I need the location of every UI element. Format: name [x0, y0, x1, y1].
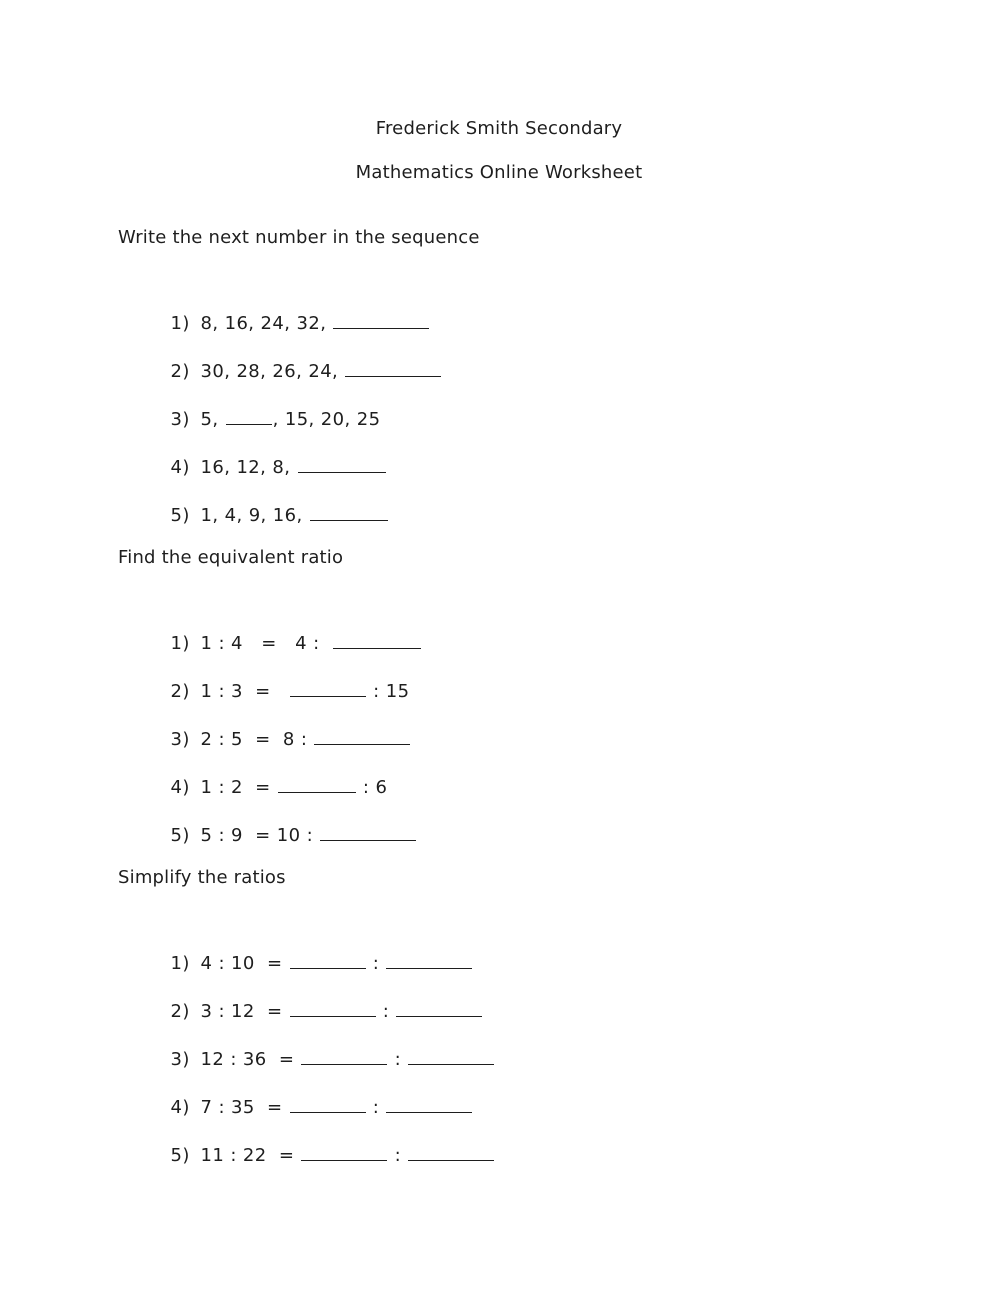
ratio-question-2: 2) 1 : 3 = : 15	[170, 681, 410, 702]
ratio-question-1: 1) 1 : 4 = 4 :	[146, 611, 422, 675]
sequence-question-2: 2) 30, 28, 26, 24,	[146, 339, 442, 403]
answer-blank[interactable]	[333, 312, 429, 329]
answer-blank[interactable]	[333, 632, 421, 649]
simplify-question-1: 1) 4 : 10 = :	[146, 931, 473, 995]
answer-blank[interactable]	[314, 728, 410, 745]
answer-blank[interactable]	[345, 360, 441, 377]
answer-blank[interactable]	[386, 952, 472, 969]
section-heading-sequence: Write the next number in the sequence	[118, 227, 480, 248]
simplify-question-2: 2) 3 : 12 = :	[146, 979, 483, 1043]
answer-blank[interactable]	[396, 1000, 482, 1017]
sequence-question-3: 3) 5, , 15, 20, 25	[170, 409, 381, 430]
answer-blank[interactable]	[298, 456, 386, 473]
section-heading-equivalent-ratio: Find the equivalent ratio	[118, 547, 344, 568]
answer-blank[interactable]	[290, 1096, 366, 1113]
answer-blank[interactable]	[226, 408, 272, 425]
answer-blank[interactable]	[301, 1048, 387, 1065]
sequence-question-1: 1) 8, 16, 24, 32,	[146, 291, 430, 355]
answer-blank[interactable]	[408, 1048, 494, 1065]
simplify-question-3: 3) 12 : 36 = :	[146, 1027, 495, 1091]
sequence-question-5: 5) 1, 4, 9, 16,	[146, 483, 389, 547]
sequence-question-4: 4) 16, 12, 8,	[146, 435, 387, 499]
worksheet-title: Mathematics Online Worksheet	[355, 162, 643, 183]
section-heading-simplify: Simplify the ratios	[118, 867, 286, 888]
answer-blank[interactable]	[301, 1144, 387, 1161]
answer-blank[interactable]	[386, 1096, 472, 1113]
answer-blank[interactable]	[290, 680, 366, 697]
school-name: Frederick Smith Secondary	[375, 118, 623, 139]
answer-blank[interactable]	[290, 952, 366, 969]
answer-blank[interactable]	[310, 504, 388, 521]
ratio-question-4: 4) 1 : 2 = : 6	[170, 777, 388, 798]
simplify-question-4: 4) 7 : 35 = :	[146, 1075, 473, 1139]
answer-blank[interactable]	[278, 776, 356, 793]
simplify-question-5: 5) 11 : 22 = :	[146, 1123, 495, 1187]
ratio-question-3: 3) 2 : 5 = 8 :	[146, 707, 411, 771]
ratio-question-5: 5) 5 : 9 = 10 :	[146, 803, 417, 867]
answer-blank[interactable]	[320, 824, 416, 841]
answer-blank[interactable]	[408, 1144, 494, 1161]
answer-blank[interactable]	[290, 1000, 376, 1017]
